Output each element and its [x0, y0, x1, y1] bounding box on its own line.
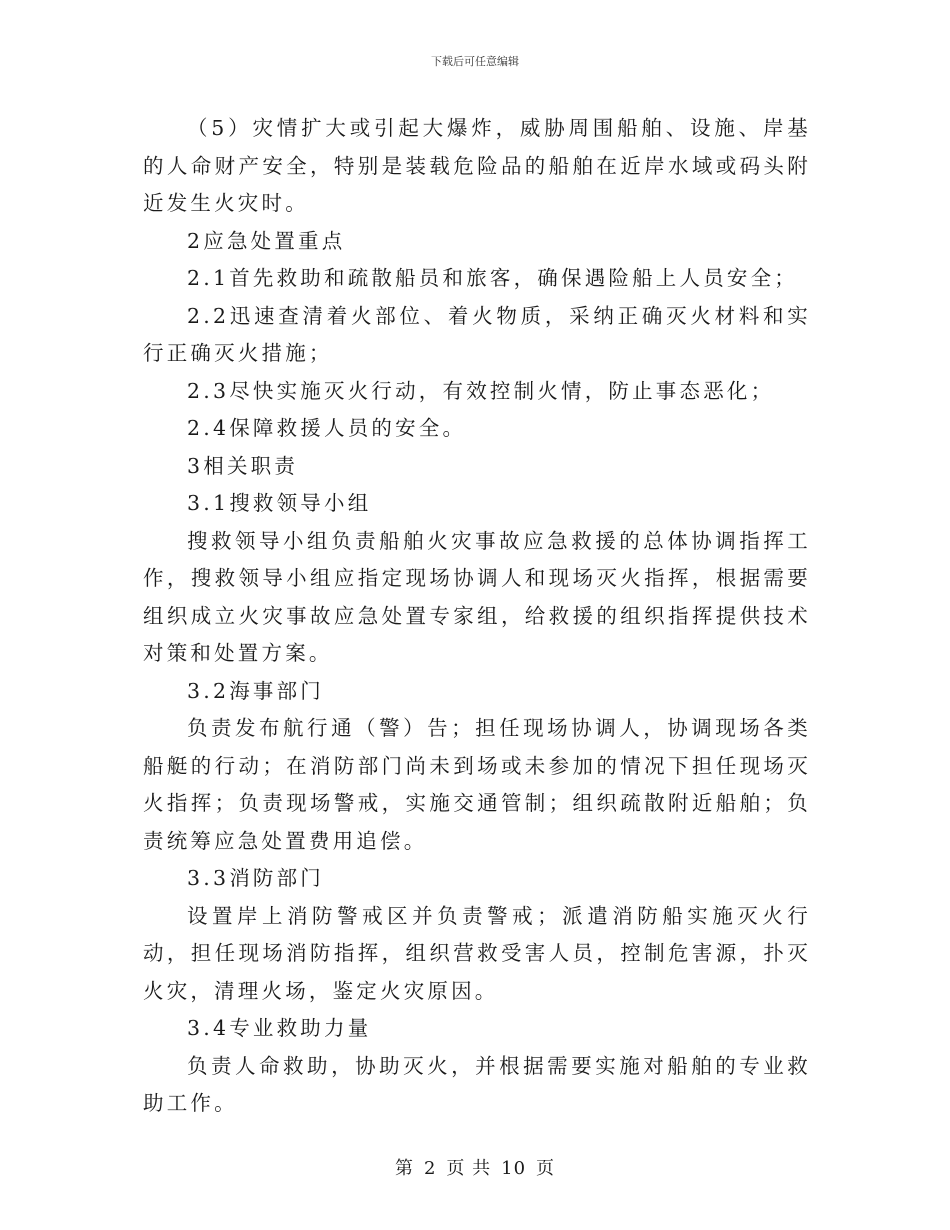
paragraph-fire-escalation: （5）灾情扩大或引起大爆炸，威胁周围船舶、设施、岸基的人命财产安全，特别是装载危险品的船舶在近岸水域或码头附近发生火灾时。 — [143, 116, 811, 215]
page-label-prefix: 第 — [394, 1158, 414, 1179]
paragraph-3-2: 负责发布航行通（警）告；担任现场协调人，协调现场各类船艇的行动；在消防部门尚未到场或未参加的情况下担任现场灭火指挥；负责现场警戒，实施交通管制；组织疏散附近船舶；负责统筹应急处置费用追偿。 — [143, 716, 811, 853]
paragraph-3-1: 搜救领导小组负责船舶火灾事故应急救援的总体协调指挥工作，搜救领导小组应指定现场协调人和现场灭火指挥，根据需要组织成立火灾事故应急处置专家组，给救援的组织指挥提供技术对策和处置方案。 — [143, 528, 811, 665]
item-2-2: 2.2迅速查清着火部位、着火物质，采纳正确灭火材料和实行正确灭火措施； — [143, 303, 811, 365]
page-total: 10 — [501, 1158, 527, 1179]
heading-3-4: 3.4专业救助力量 — [187, 1016, 372, 1040]
page-number-footer — [0, 1154, 950, 1180]
header-note: 下载后可任意编辑 — [431, 55, 519, 68]
heading-3-1: 3.1搜救领导小组 — [187, 491, 372, 515]
paragraph-3-4: 负责人命救助，协助灭火，并根据需要实施对船舶的专业救助工作。 — [143, 1053, 811, 1115]
item-2-1: 2.1首先救助和疏散船员和旅客，确保遇险船上人员安全； — [187, 266, 799, 290]
document-body — [143, 110, 811, 1123]
item-2-4: 2.4保障救援人员的安全。 — [187, 416, 467, 440]
page-label-mid: 页 共 — [446, 1158, 492, 1179]
paragraph-3-3: 设置岸上消防警戒区并负责警戒；派遣消防船实施灭火行动，担任现场消防指挥，组织营救受害人员，控制危害源，扑灭火灾，清理火场，鉴定火灾原因。 — [143, 903, 811, 1003]
item-2-3: 2.3尽快实施灭火行动，有效控制火情，防止事态恶化； — [187, 378, 775, 403]
heading-3-3: 3.3消防部门 — [187, 866, 325, 890]
heading-3-2: 3.2海事部门 — [187, 678, 325, 703]
page-current: 2 — [423, 1158, 437, 1179]
heading-emergency-focus: 2应急处置重点 — [187, 228, 346, 253]
page-label-suffix: 页 — [536, 1158, 556, 1179]
heading-responsibilities: 3相关职责 — [187, 453, 299, 478]
